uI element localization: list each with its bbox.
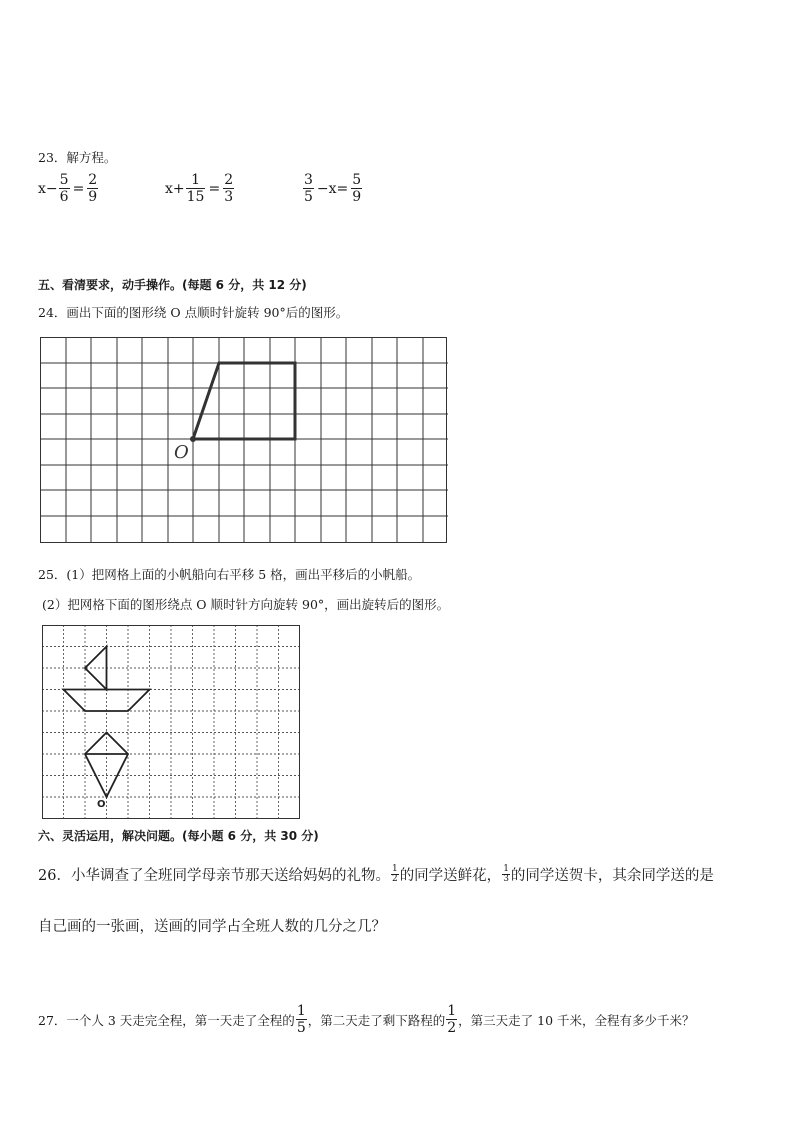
section-5-heading: 五、看清要求，动手操作。(每题 6 分，共 12 分) xyxy=(38,278,307,292)
q26-line-2: 自己画的一张画，送画的同学占全班人数的几分之几？ xyxy=(38,919,386,935)
q23-title: 23．解方程。 xyxy=(38,150,117,165)
eq1-fraction-b: $\frac{2}{9}$ xyxy=(88,172,98,206)
q27-text-3: ，第三天走了 10 千米，全程有多少千米？ xyxy=(458,1012,695,1028)
q24-grid-figure xyxy=(40,337,448,543)
q25-line-2: (2）把网格下面的图形绕点 O 顺时针方向旋转 90°，画出旋转后的图形。 xyxy=(42,597,450,612)
q24-title: 24．画出下面的图形绕 O 点顺时针旋转 90°后的图形。 xyxy=(38,305,349,320)
q27-line xyxy=(38,1003,695,1036)
q26-fraction-1: $\frac{1}{2}$ xyxy=(391,864,398,884)
eq2-fraction-a: $\frac{1}{15}$ xyxy=(186,172,205,206)
q26-text-1: 26．小华调查了全班同学母亲节那天送给妈妈的礼物。 xyxy=(38,868,390,884)
eq1-prefix: x− xyxy=(38,180,58,197)
q26-fraction-2: $\frac{1}{3}$ xyxy=(503,864,509,884)
q23-equation-3 xyxy=(302,172,363,205)
q25-grid xyxy=(42,625,300,819)
q27-text-2: ，第二天走了剩下路程的 xyxy=(307,1012,446,1028)
eq3-fraction-b: $\frac{5}{9}$ xyxy=(352,172,362,206)
q23-equation-1 xyxy=(38,172,99,205)
q26-text-3: 的同学送贺卡，其余同学送的是 xyxy=(510,868,714,884)
q25-point-label: O xyxy=(97,799,106,810)
q26-line-1 xyxy=(38,864,714,885)
q25-line-1: 25．(1）把网格上面的小帆船向右平移 5 格，画出平移后的小帆船。 xyxy=(38,567,421,582)
eq2-prefix: x+ xyxy=(165,180,185,197)
q26-text-2: 的同学送鲜花， xyxy=(399,868,502,884)
eq2-equals: = xyxy=(208,180,221,197)
eq2-fraction-b: $\frac{2}{3}$ xyxy=(224,172,234,206)
eq3-fraction-a: $\frac{3}{5}$ xyxy=(304,172,313,206)
q24-point-label: O xyxy=(174,442,189,463)
eq1-equals: = xyxy=(72,180,85,197)
q27-fraction-1: $\frac{1}{5}$ xyxy=(296,1003,306,1037)
q27-fraction-2: $\frac{1}{2}$ xyxy=(447,1003,457,1037)
section-6-heading: 六、灵活运用，解决问题。(每小题 6 分，共 30 分) xyxy=(38,829,319,843)
eq3-middle: −x= xyxy=(316,180,349,197)
q27-text-1: 27．一个人 3 天走完全程，第一天走了全程的 xyxy=(38,1012,295,1028)
q24-point-o xyxy=(190,436,196,442)
q23-equation-2 xyxy=(165,172,235,205)
q25-grid-figure xyxy=(42,625,300,819)
eq1-fraction-a: $\frac{5}{6}$ xyxy=(59,172,69,206)
